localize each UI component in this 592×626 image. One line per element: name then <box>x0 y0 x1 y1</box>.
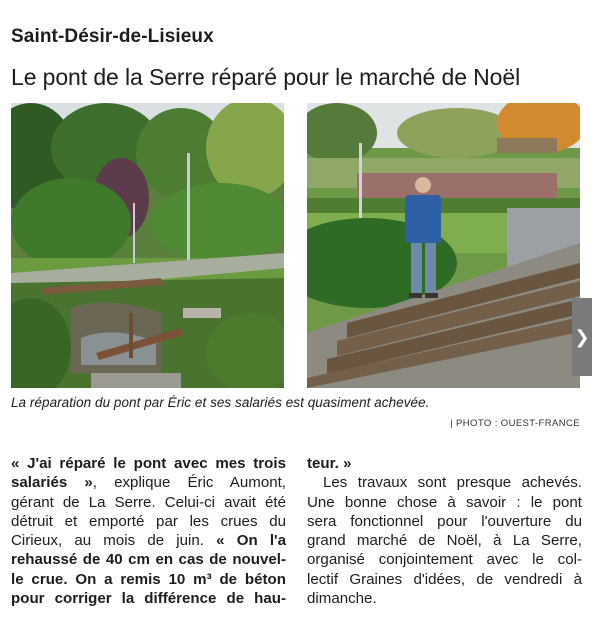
text-line: lectif Graines d'idées, de vendredi à <box>307 570 582 588</box>
photo-caption: La réparation du pont par Éric et ses salariés est quasiment achevée. <box>11 395 430 410</box>
photo-credit: | PHOTO : OUEST-FRANCE <box>450 418 580 429</box>
text-line: pour corriger la différence de hau- <box>11 590 286 608</box>
chevron-right-icon: ❯ <box>574 327 590 347</box>
text-line: « J'ai réparé le pont avec mes trois <box>11 455 286 472</box>
article-location: Saint-Désir-de-Lisieux <box>11 26 214 47</box>
next-page-button[interactable] <box>572 298 592 376</box>
text-line: dimanche. <box>307 590 377 608</box>
repaired-bridge-photo <box>307 103 580 388</box>
text-line: grand marché de Noël, à La Serre, <box>307 532 582 550</box>
text-line: Les travaux sont presque achevés. <box>323 474 582 492</box>
text-line: teur. » <box>307 455 352 472</box>
broken-bridge-photo <box>11 103 284 388</box>
text-line: rehaussé de 40 cm en cas de nouvel- <box>11 551 286 569</box>
text-line: détruit et emporté par les crues du <box>11 512 286 530</box>
text-line: sera fonctionnel pour l'ouverture du <box>307 512 582 530</box>
article-column-left <box>11 454 286 608</box>
article-column-right <box>307 454 582 608</box>
text-line: gérant de La Serre. Celui-ci avait été <box>11 493 286 511</box>
text-line: Cirieux, au mois de juin. « On l'a <box>11 532 287 550</box>
text-line: Une bonne chose à savoir : le pont <box>307 493 582 511</box>
text-line: le crue. On a remis 10 m³ de béton <box>11 570 286 588</box>
text-line: organisé conjointement avec le col- <box>307 551 582 569</box>
article-headline: Le pont de la Serre réparé pour le marché de Noël <box>11 64 521 90</box>
text-line: salariés », explique Éric Aumont, <box>11 474 287 492</box>
